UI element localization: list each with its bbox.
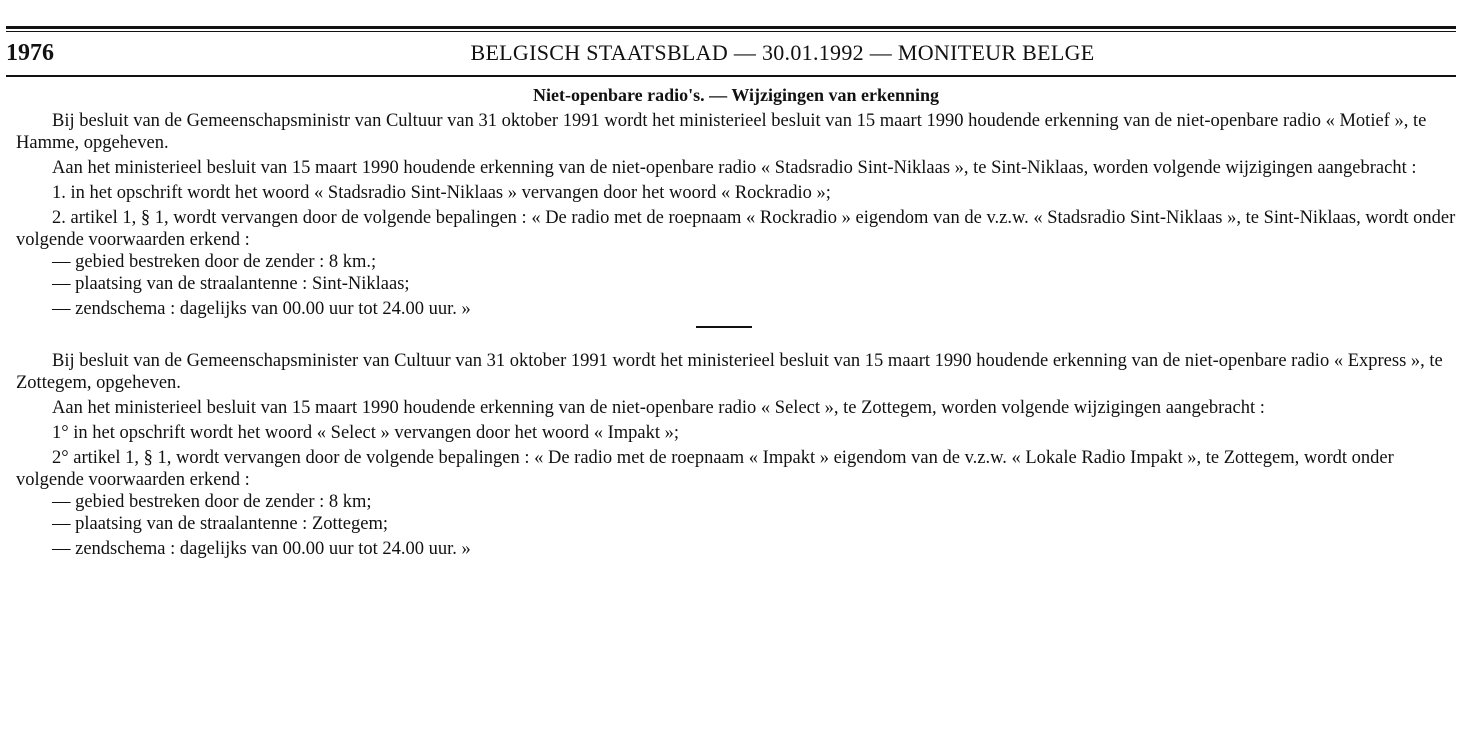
header-rule-thin <box>6 31 1456 32</box>
section-title: Niet-openbare radio's. — Wijzigingen van erkenning <box>532 85 940 105</box>
condition-item: — zendschema : dagelijks van 00.00 uur tot 24.00 uur. » <box>52 539 471 559</box>
numbered-item: 1. in het opschrift wordt het woord « Stadsradio Sint-Niklaas » vervangen door het woord « Rockradio »; <box>52 183 831 203</box>
separator-rule <box>696 326 752 328</box>
running-title: BELGISCH STAATSBLAD — 30.01.1992 — MONITEUR BELGE <box>470 40 1095 65</box>
document-body <box>16 82 1456 560</box>
notice-block-2 <box>16 350 1456 560</box>
page-number: 1976 <box>6 40 54 66</box>
numbered-item: 2° artikel 1, § 1, wordt vervangen door de volgende bepalingen : « De radio met de roepnaam « Impakt » eigendom van de v.z.w. « Lokale Radio Impakt », te Zottegem, wordt onder volgende voorwaarden erkend : <box>16 448 1394 490</box>
notice-block-1 <box>16 110 1456 320</box>
paragraph: Aan het ministerieel besluit van 15 maart 1990 houdende erkenning van de niet-openbare radio « Select », te Zottegem, worden volgende wijzigingen aangebracht : <box>52 398 1265 418</box>
header-bottom-rule <box>6 75 1456 77</box>
condition-item: — plaatsing van de straalantenne : Sint-Niklaas; <box>52 274 410 294</box>
paragraph: Aan het ministerieel besluit van 15 maart 1990 houdende erkenning van de niet-openbare radio « Stadsradio Sint-Niklaas », te Sint-Niklaas, worden volgende wijzigingen aangebracht : <box>52 158 1417 178</box>
header-rule-thick <box>6 26 1456 29</box>
condition-item: — zendschema : dagelijks van 00.00 uur tot 24.00 uur. » <box>52 299 471 319</box>
condition-item: — gebied bestreken door de zender : 8 km; <box>52 492 372 512</box>
condition-item: — plaatsing van de straalantenne : Zottegem; <box>52 514 388 534</box>
paragraph: Bij besluit van de Gemeenschapsministr van Cultuur van 31 oktober 1991 wordt het ministerieel besluit van 15 maart 1990 houdende erkenning van de niet-openbare radio « Motief », te Hamme, opgeheven. <box>16 111 1427 153</box>
condition-item: — gebied bestreken door de zender : 8 km.; <box>52 252 377 272</box>
numbered-item: 2. artikel 1, § 1, wordt vervangen door de volgende bepalingen : « De radio met de roepnaam « Rockradio » eigendom van de v.z.w. « Stadsradio Sint-Niklaas », te Sint-Niklaas, wordt onder volgende voorwaarden erkend : <box>16 208 1456 250</box>
paragraph: Bij besluit van de Gemeenschapsminister van Cultuur van 31 oktober 1991 wordt het ministerieel besluit van 15 maart 1990 houdende erkenning van de niet-openbare radio « Express », te Zottegem, opgeheven. <box>16 351 1443 393</box>
numbered-item: 1° in het opschrift wordt het woord « Select » vervangen door het woord « Impakt »; <box>52 423 680 443</box>
